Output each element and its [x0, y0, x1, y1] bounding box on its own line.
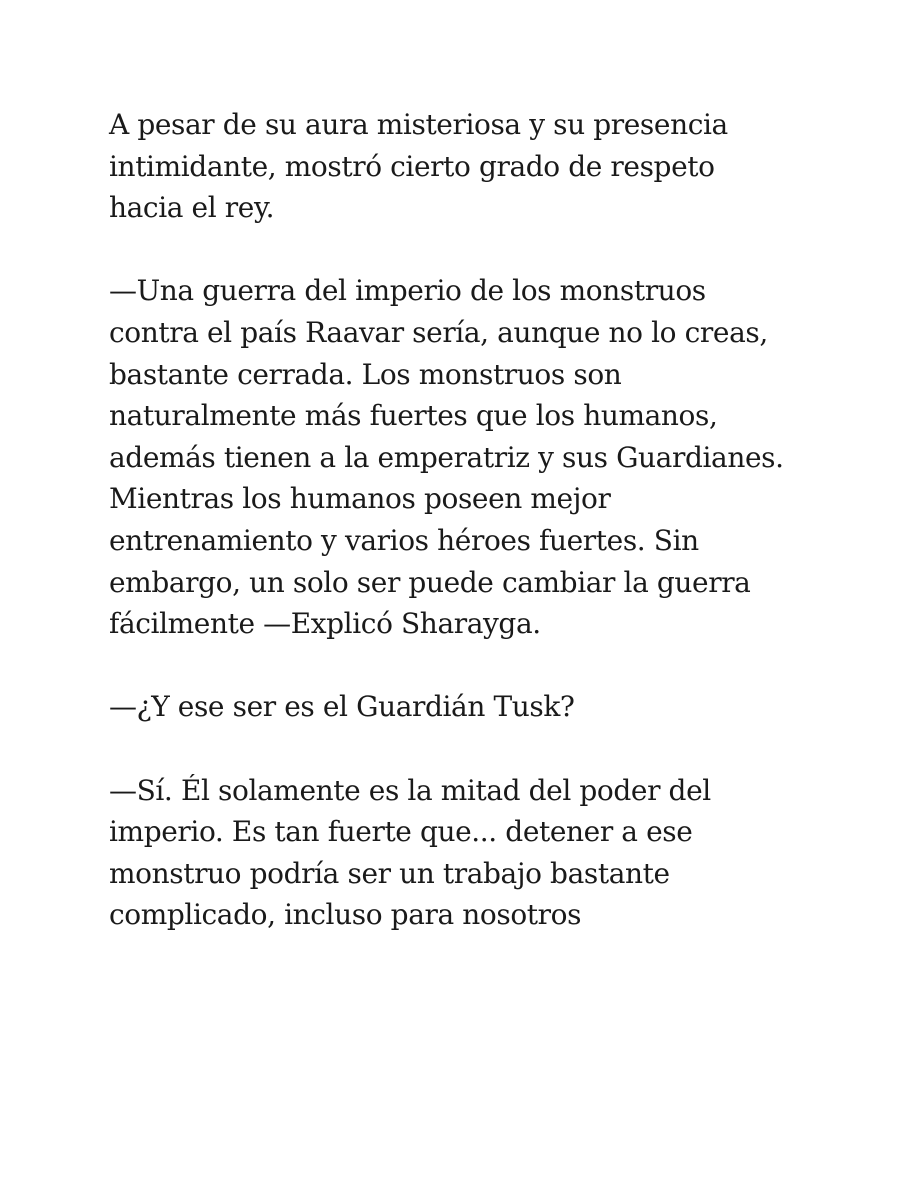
text-line: A pesar de su aura misteriosa y su presencia	[109, 108, 728, 141]
text-line: entrenamiento y varios héroes fuertes. Sin	[109, 523, 699, 557]
text-line: complicado, incluso para nosotros	[109, 898, 582, 932]
text-line: —Sí. Él solamente es la mitad del poder del	[109, 773, 711, 807]
text-line: —¿Y ese ser es el Guardián Tusk?	[109, 690, 575, 724]
text-line: monstruo podría ser un trabajo bastante	[109, 856, 670, 890]
paragraph-dialogue-3	[109, 770, 809, 936]
text-line: —Una guerra del imperio de los monstruos	[109, 274, 706, 308]
text-line: contra el país Raavar sería, aunque no lo creas,	[109, 315, 768, 349]
text-line: fácilmente —Explicó Sharayga.	[109, 607, 541, 641]
text-line: hacia el rey.	[109, 191, 275, 225]
text-line: embargo, un solo ser puede cambiar la guerra	[109, 565, 751, 599]
text-line: naturalmente más fuertes que los humanos,	[109, 399, 718, 433]
text-line: Mientras los humanos poseen mejor	[109, 482, 611, 516]
text-body	[109, 104, 809, 977]
text-line: intimidante, mostró cierto grado de respeto	[109, 149, 715, 183]
text-line: imperio. Es tan fuerte que... detener a ese	[109, 815, 693, 849]
paragraph-dialogue-2	[109, 686, 809, 728]
text-line: además tienen a la emperatriz y sus Guardianes.	[109, 440, 784, 474]
paragraph-narration-1	[109, 104, 809, 229]
text-line: bastante cerrada. Los monstruos son	[109, 357, 622, 391]
paragraph-dialogue-1	[109, 270, 809, 644]
